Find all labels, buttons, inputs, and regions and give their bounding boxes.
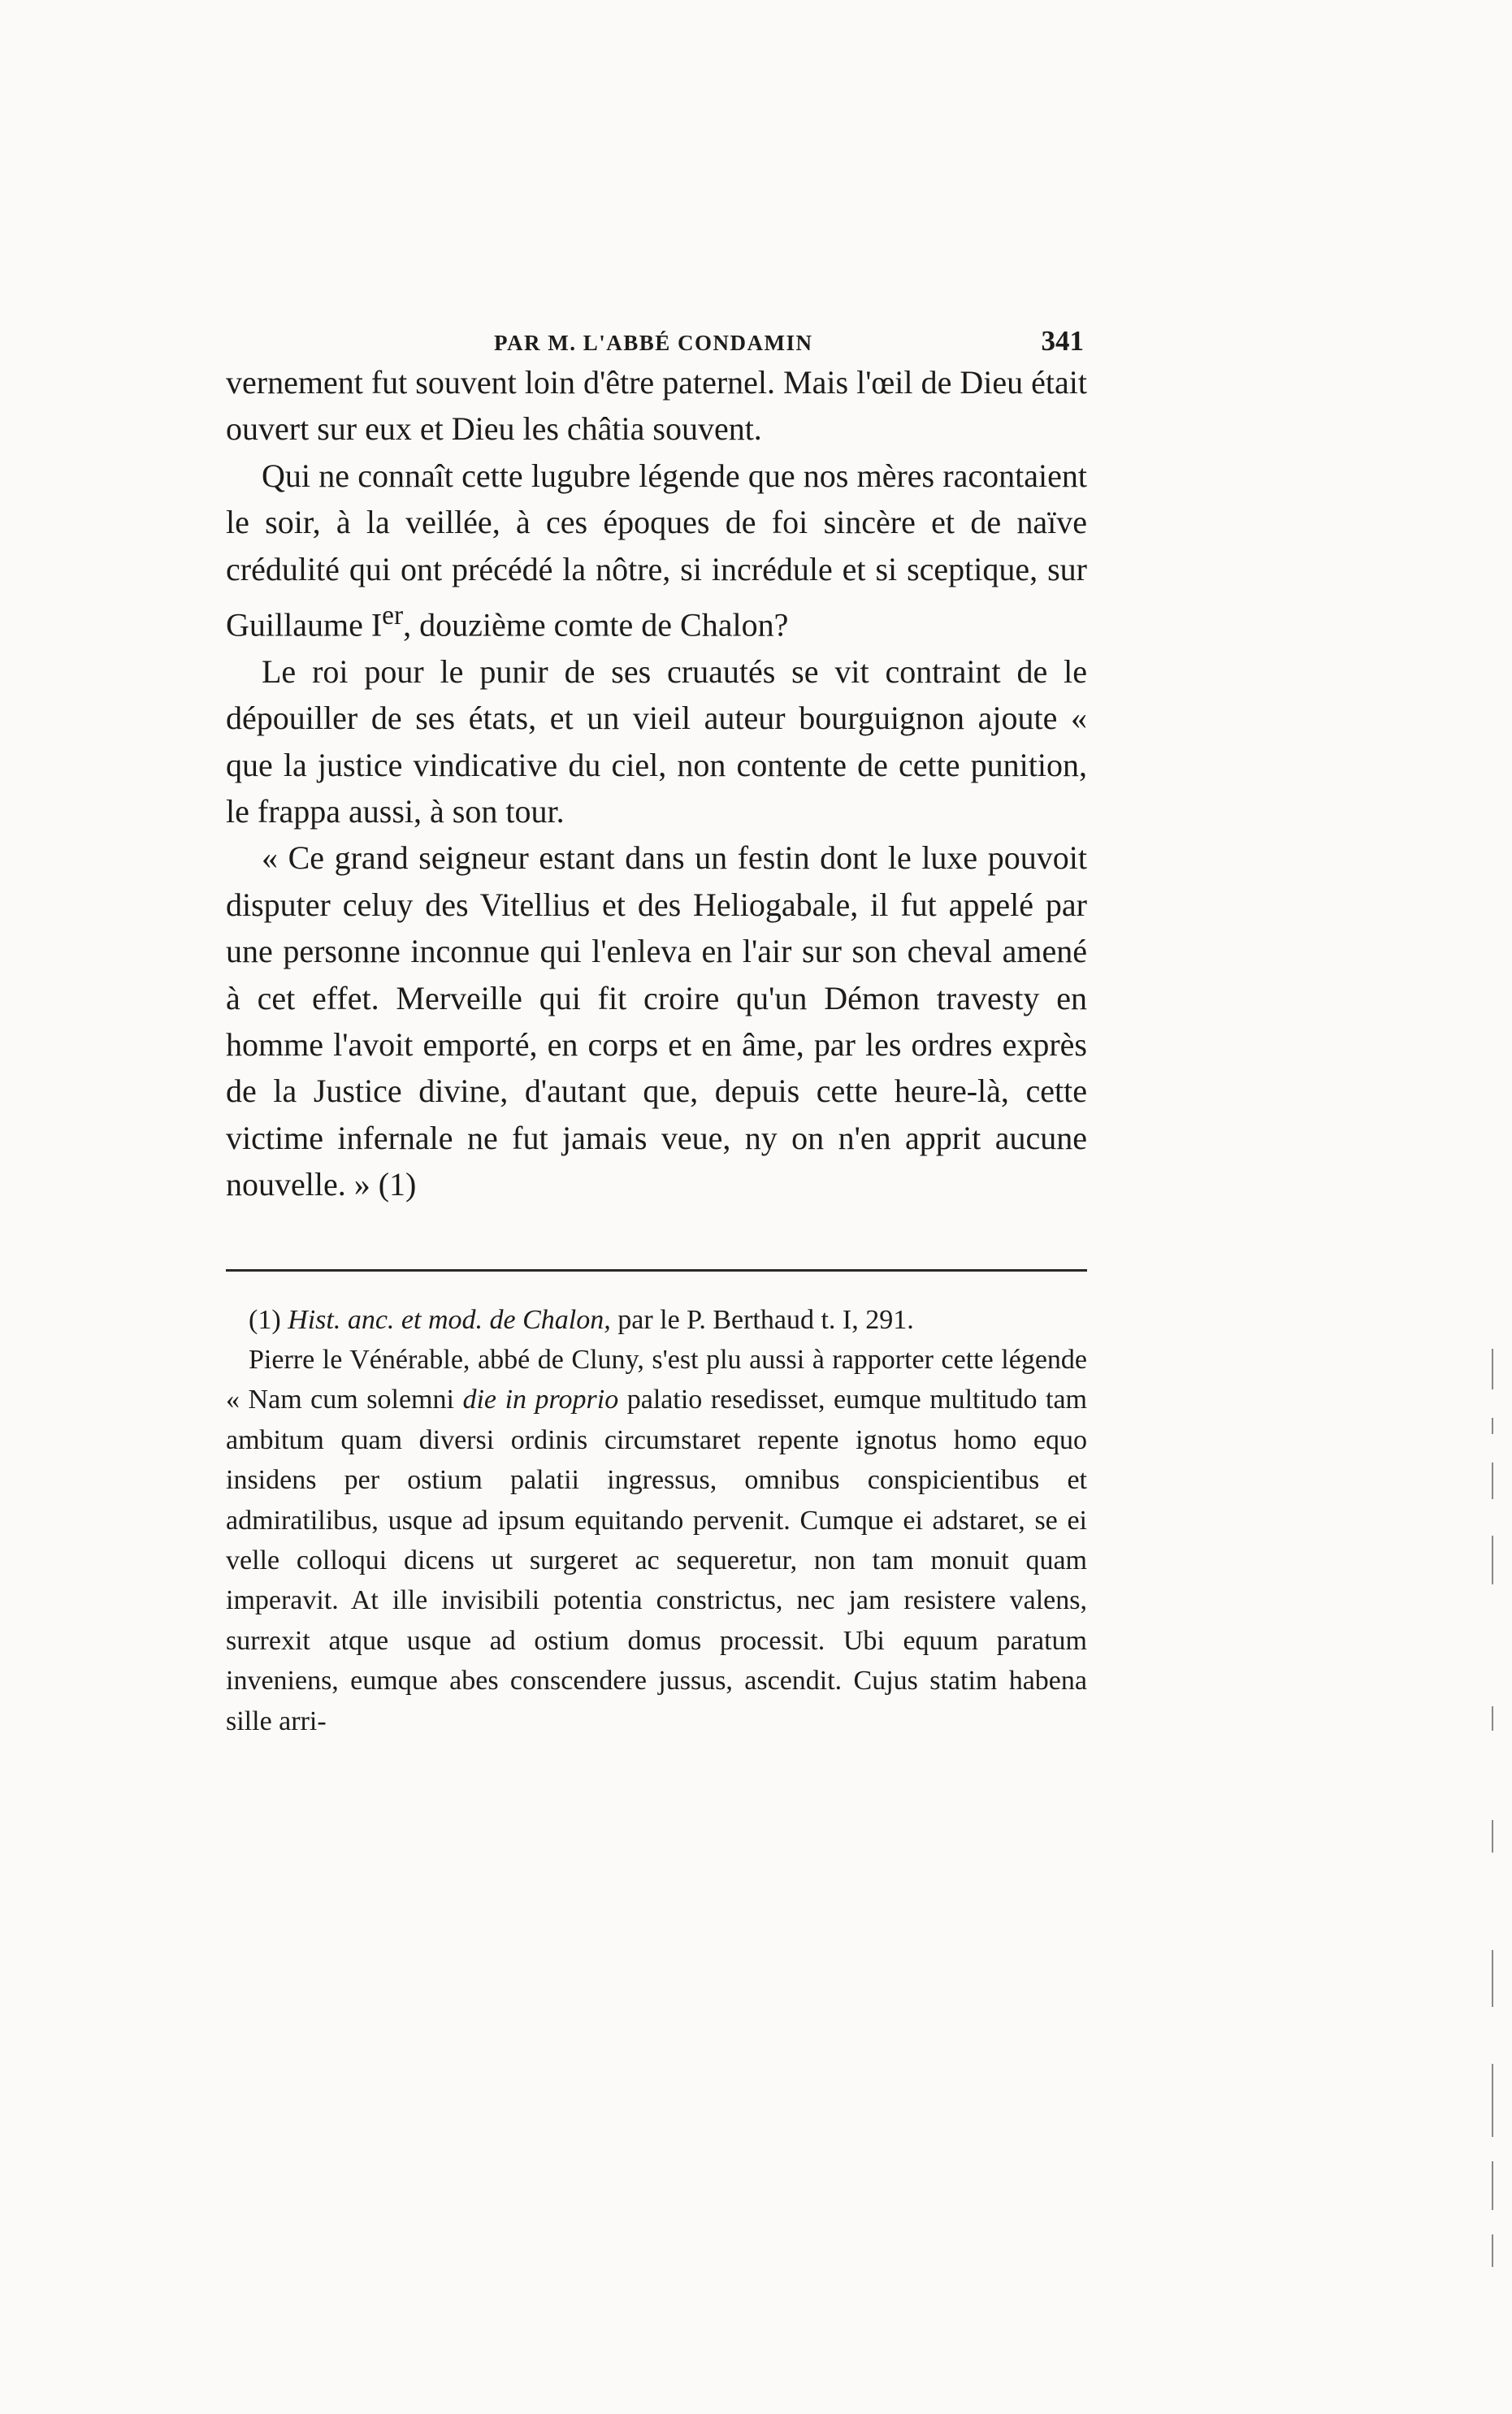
footnote-2 [226, 1340, 1087, 1741]
ordinal-superscript: er [382, 600, 404, 631]
footnote-2-continuation: palatio resedisset, eumque multitudo tam ambitum quam diversi ordinis circumstaret repente ignotus homo equo insidens per ostium palatii ingressus, omnibus conspicientibus et admiratilibus, usque ad ipsum equitando pervenit. Cumque ei adstaret, se ei velle colloqui dicens ut surgeret ac sequeretur, non tam monuit quam imperavit. At ille invisibili potentia constrictus, nec jam resistere valens, surrexit atque usque ad ostium domus processit. Ubi equum paratum inveniens, eumque abes conscendere jussus, ascendit. Cujus statim habena sille arri- [226, 1385, 1087, 1736]
scan-edge-marks [1492, 1349, 1497, 2291]
scan-edge-mark [1492, 1418, 1493, 1434]
paragraph-quotation: « Ce grand seigneur estant dans un festin dont le luxe pouvoit disputer celuy des Vitellius et des Heliogabale, il fut appelé par une personne inconnue qui l'enleva en l'air sur son cheval amené à cet effet. Merveille qui fit croire qu'un Démon travesty en homme l'avoit emporté, en corps et en âme, par les ordres exprès de la Justice divine, d'autant que, depuis cette heure-là, cette victime infernale ne fut jamais veue, ny on n'en apprit aucune nouvelle. » (1) [226, 839, 1087, 1203]
paragraph-legend-intro-text: Qui ne connaît cette lugubre légende que nos mères racontaient le soir, à la veillée, à ces époques de foi sincère et de naïve crédulité qui ont précédé la nôtre, si incrédule et si sceptique, sur Guillaume I [226, 457, 1087, 644]
page-number: 341 [1041, 325, 1084, 357]
scan-edge-mark [1492, 2234, 1493, 2267]
footnote-divider [226, 1269, 1087, 1272]
scan-edge-mark [1492, 1463, 1493, 1499]
running-head: PAR M. L'ABBÉ CONDAMIN [494, 331, 813, 355]
footnote-1-reference: par le P. Berthaud t. I, 291. [610, 1304, 914, 1335]
scan-edge-mark [1492, 1706, 1493, 1731]
footnote-1-number: (1) [249, 1304, 281, 1335]
scan-edge-mark [1492, 1536, 1493, 1584]
footnote-2-italic: die in proprio [462, 1385, 619, 1415]
scan-edge-mark [1492, 2161, 1493, 2210]
footnote-1-title: Hist. anc. et mod. de Chalon, [288, 1304, 611, 1335]
footnotes [226, 1300, 1087, 1741]
paragraph-punishment: Le roi pour le punir de ses cruautés se vit contraint de le dépouiller de ses états, et un vieil auteur bourguignon ajoute « que la justice vindicative du ciel, non contente de cette punition, le frappa aussi, à son tour. [226, 652, 1087, 830]
footnote-1 [226, 1300, 1087, 1340]
paragraph-legend-intro [226, 453, 1087, 648]
scan-edge-mark [1492, 1950, 1493, 2007]
paragraph-continuation: vernement fut souvent loin d'être paternel. Mais l'œil de Dieu était ouvert sur eux et Dieu les châtia souvent. [226, 364, 1087, 448]
main-text [226, 359, 1087, 1208]
page-header [226, 325, 1087, 358]
book-page [226, 325, 1087, 1741]
footnote-2-text: Pierre le Vénérable, abbé de Cluny, s'est plu aussi à rapporter cette légende « Nam cum solemni [226, 1345, 1087, 1415]
scan-edge-mark [1492, 1820, 1493, 1853]
scan-edge-mark [1492, 1349, 1493, 1389]
scan-edge-mark [1492, 2064, 1493, 2137]
paragraph-legend-intro-end: , douzième comte de Chalon? [403, 606, 789, 644]
